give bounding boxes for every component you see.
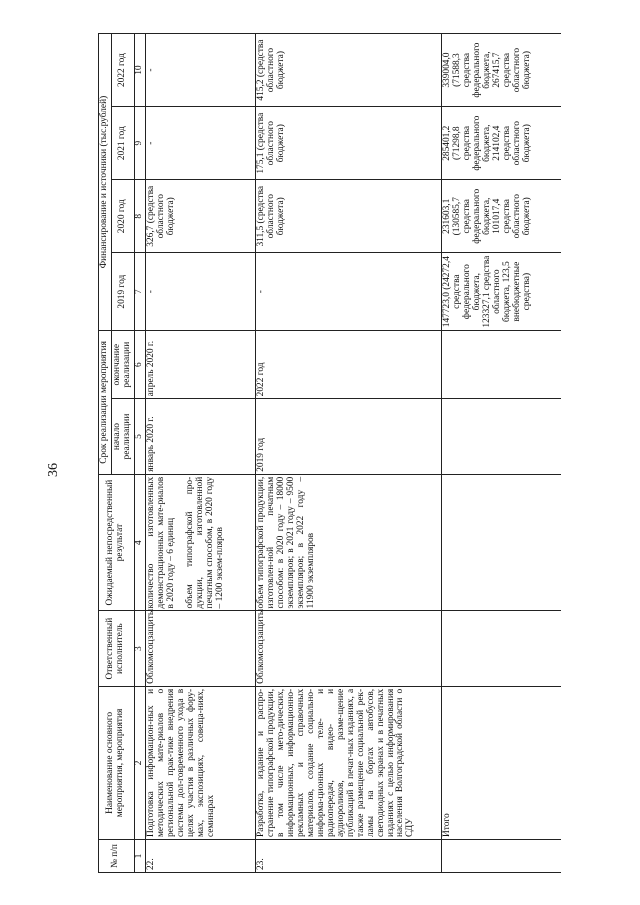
- col-number: 1: [134, 840, 145, 873]
- row-2020: 311,5 (средства областного бюджета): [255, 180, 441, 253]
- header-executor: Ответственный исполнитель: [99, 611, 135, 686]
- header-year-2021: 2021 год: [111, 107, 134, 180]
- row-2020: 326,7 (средства областного бюджета): [145, 180, 255, 253]
- col-number: 7: [134, 253, 145, 331]
- header-term-start: начало реализации: [111, 399, 134, 474]
- col-number: 5: [134, 399, 145, 474]
- program-table: [98, 33, 561, 873]
- col-number: 3: [134, 611, 145, 686]
- total-2019: 147723,0 (24272,4 средства федерального бюджета, 123327,1 средства областного бюджета, 123,5 внебюджетные средства): [441, 253, 561, 331]
- table-row: [255, 34, 441, 873]
- header-term-end: окончание реализации: [111, 331, 134, 399]
- page-number: 36: [46, 463, 61, 477]
- col-number: 9: [134, 107, 145, 180]
- row-name: Подготовка информацион-ных и методических мате-риалов о региональной прак-тике внедрения системы дол-говременного ухода в целях участия в различных фору-мах, экспозициях, совеща-ниях, семинарах: [145, 686, 255, 839]
- total-2020: 231603,1 (130585,7 средства федерального бюджета, 101017,4 средства областного бюджета): [441, 180, 561, 253]
- header-name: Наименование основного мероприятия, мероприятия: [99, 686, 135, 839]
- row-2019: -: [255, 253, 441, 331]
- row-executor: Облкомсоцзащиты: [255, 611, 441, 686]
- row-result-part: объем типографской про-дукции, изготовленной печатным способом, в 2020 году – 1200 экзем-пляров: [184, 476, 225, 609]
- header-year-2022: 2022 год: [111, 34, 134, 107]
- row-result: [145, 474, 255, 611]
- header-num: № п/п: [99, 840, 135, 873]
- header-term: Срок реализации мероприятия: [99, 331, 112, 475]
- table-row: [145, 34, 255, 873]
- row-end: апрель 2020 г.: [145, 331, 255, 399]
- row-result: объем типографской продукции, изготовлен-ной печатным способом: в 2020 году – 18000 экземпляров; в 2021 году – 9500 экземпляров; в 2022 году – 11900 экземпляров: [255, 474, 441, 611]
- row-2021: -: [145, 107, 255, 180]
- column-number-row: [134, 34, 145, 873]
- row-name: Разработка, издание и распро-странение типографской продукции, в том числе мето-дических, информационных, информационно-рекламных и справочных материалов, создание социально-информа-ционных теле- и радиопередач, видео- и аудиороликов, разме-щение публикаций в печат-ных изданиях, а также размещение социальной рек-ламы на бортах автобусов, светодиодных экранах и в печатных изданиях с целью информирования населения Волгоградской области о СДУ: [255, 686, 441, 839]
- row-number: 22.: [145, 840, 255, 873]
- row-start: 2019 год: [255, 399, 441, 474]
- table-row-total: [441, 34, 561, 873]
- col-number: 6: [134, 331, 145, 399]
- total-2021: 285401,2 (71298,8 средства федерального бюджета, 214102,4 средства областного бюджета): [441, 107, 561, 180]
- rotated-table-container: [98, 33, 618, 873]
- total-2022: 339004,0 (71588,3 средства федерального бюджета, 267415,7 средства областного бюджета): [441, 34, 561, 107]
- row-start: январь 2020 г.: [145, 399, 255, 474]
- row-executor: Облкомсоцзащиты: [145, 611, 255, 686]
- row-total-label: Итого: [441, 686, 561, 839]
- header-result: Ожидаемый непосредственный результат: [99, 474, 135, 611]
- row-end: 2022 год: [255, 331, 441, 399]
- header-year-2020: 2020 год: [111, 180, 134, 253]
- row-2022: 415,2 (средства областного бюджета): [255, 34, 441, 107]
- col-number: 8: [134, 180, 145, 253]
- row-number: 23.: [255, 840, 441, 873]
- table-body: [145, 34, 561, 873]
- row-result-part: количество изготовленных демонстрационных мате-риалов в 2020 году – 6 единиц: [145, 476, 176, 609]
- header-year-2019: 2019 год: [111, 253, 134, 331]
- col-number: 10: [134, 34, 145, 107]
- header-finance: Финансирование и источники (тыс.рублей): [99, 34, 112, 331]
- row-2022: -: [145, 34, 255, 107]
- col-number: 4: [134, 474, 145, 611]
- table-header: [99, 34, 146, 873]
- col-number: 2: [134, 686, 145, 839]
- row-2019: -: [145, 253, 255, 331]
- row-2021: 175,1 (средства областного бюджета): [255, 107, 441, 180]
